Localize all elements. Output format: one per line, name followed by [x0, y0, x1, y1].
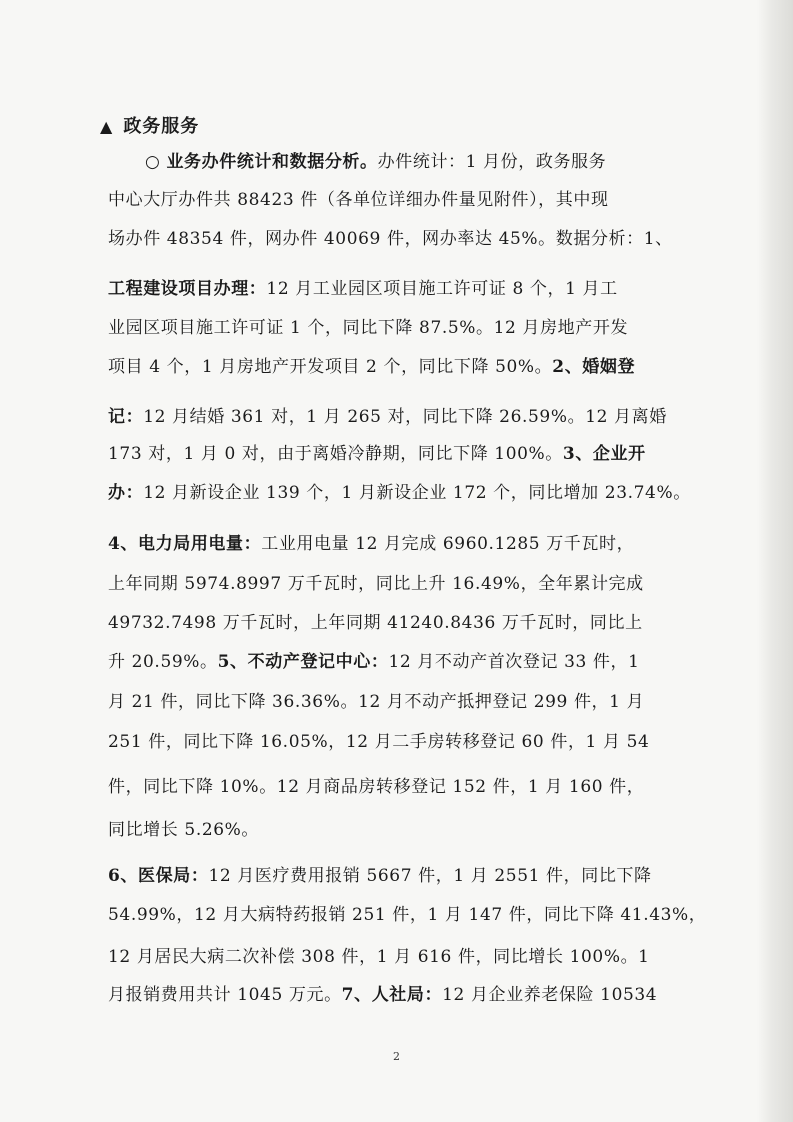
text-run: ○ — [145, 152, 167, 172]
paragraph-line — [145, 152, 745, 172]
text-run: 12 月结婚 361 对，1 月 265 对，同比下降 26.59%。12 月离婚 — [143, 407, 667, 427]
paragraph-line — [108, 820, 708, 840]
text-run: 办件统计：1 月份，政务服务 — [377, 152, 607, 172]
bold-heading-run: 6、医保局： — [108, 866, 209, 886]
text-run: 中心大厅办件共 88423 件（各单位详细办件量见附件），其中现 — [108, 190, 609, 210]
bold-heading-run: 5、不动产登记中心： — [217, 652, 389, 672]
text-run: 项目 4 个，1 月房地产开发项目 2 个，同比下降 50%。 — [108, 357, 553, 377]
text-run: 12 月新设企业 139 个，1 月新设企业 172 个，同比增加 23.74%。 — [143, 483, 691, 503]
text-run: 月报销费用共计 1045 万元。 — [108, 985, 342, 1005]
text-run: 件，同比下降 10%。12 月商品房转移登记 152 件，1 月 160 件， — [108, 777, 645, 797]
paragraph-line — [108, 190, 708, 210]
text-run: 251 件，同比下降 16.05%，12 月二手房转移登记 60 件，1 月 54 — [108, 732, 650, 752]
text-run: 升 20.59%。 — [108, 652, 218, 672]
text-run: 12 月医疗费用报销 5667 件，1 月 2551 件，同比下降 — [208, 866, 652, 886]
bold-heading-run: 2、婚姻登 — [552, 357, 636, 377]
bold-heading-run: 3、企业开 — [562, 444, 646, 464]
triangle-icon: ▲ — [100, 117, 114, 136]
bold-heading-run: 工程建设项目办理： — [108, 279, 267, 299]
paragraph-line — [108, 777, 708, 797]
paragraph-line — [108, 652, 708, 672]
paragraph-line — [108, 407, 708, 427]
paragraph-line — [108, 444, 708, 464]
paragraph-line — [108, 574, 708, 594]
paragraph-line — [108, 483, 708, 503]
paragraph-line — [108, 866, 708, 886]
bold-heading-run: 业务办件统计和数据分析。 — [166, 152, 378, 172]
text-run: 月 21 件，同比下降 36.36%。12 月不动产抵押登记 299 件，1 月 — [108, 692, 645, 712]
paragraph-line — [108, 985, 708, 1005]
text-run: 上年同期 5974.8997 万千瓦时，同比上升 16.49%，全年累计完成 — [108, 574, 644, 594]
bold-heading-run: 记： — [108, 407, 144, 427]
section-title: 政务服务 — [123, 116, 200, 137]
text-run: 12 月工业园区项目施工许可证 8 个，1 月工 — [266, 279, 618, 299]
text-run: 同比增长 5.26%。 — [108, 820, 260, 840]
paragraph-line — [108, 279, 708, 299]
text-run: 工业用电量 12 月完成 6960.1285 万千瓦时， — [261, 534, 635, 554]
paragraph-line — [108, 692, 708, 712]
bold-heading-run: 办： — [108, 483, 144, 503]
text-run: 场办件 48354 件，网办件 40069 件，网办率达 45%。数据分析：1、 — [108, 229, 673, 249]
paragraph-line — [108, 318, 708, 338]
paragraph-line — [108, 534, 708, 554]
text-run: 12 月不动产首次登记 33 件，1 — [388, 652, 640, 672]
text-run: 业园区项目施工许可证 1 个，同比下降 87.5%。12 月房地产开发 — [108, 318, 629, 338]
page-number: 2 — [393, 1050, 400, 1063]
paragraph-line — [108, 947, 708, 967]
text-run: 12 月企业养老保险 10534 — [442, 985, 658, 1005]
bold-heading-run: 4、电力局用电量： — [108, 534, 262, 554]
bold-heading-run: 7、人社局： — [341, 985, 443, 1005]
paragraph-line — [108, 229, 708, 249]
text-run: 173 对，1 月 0 对，由于离婚冷静期，同比下降 100%。 — [108, 444, 563, 464]
paragraph-line — [108, 905, 708, 925]
text-run: 54.99%，12 月大病特药报销 251 件，1 月 147 件，同比下降 41.43%， — [108, 905, 707, 925]
text-run: 49732.7498 万千瓦时，上年同期 41240.8436 万千瓦时，同比上 — [108, 613, 643, 633]
text-run: 12 月居民大病二次补偿 308 件，1 月 616 件，同比增长 100%。1 — [108, 947, 650, 967]
paragraph-line — [108, 613, 708, 633]
paragraph-line — [108, 732, 708, 752]
paragraph-line — [108, 357, 708, 377]
section-heading — [100, 112, 199, 138]
